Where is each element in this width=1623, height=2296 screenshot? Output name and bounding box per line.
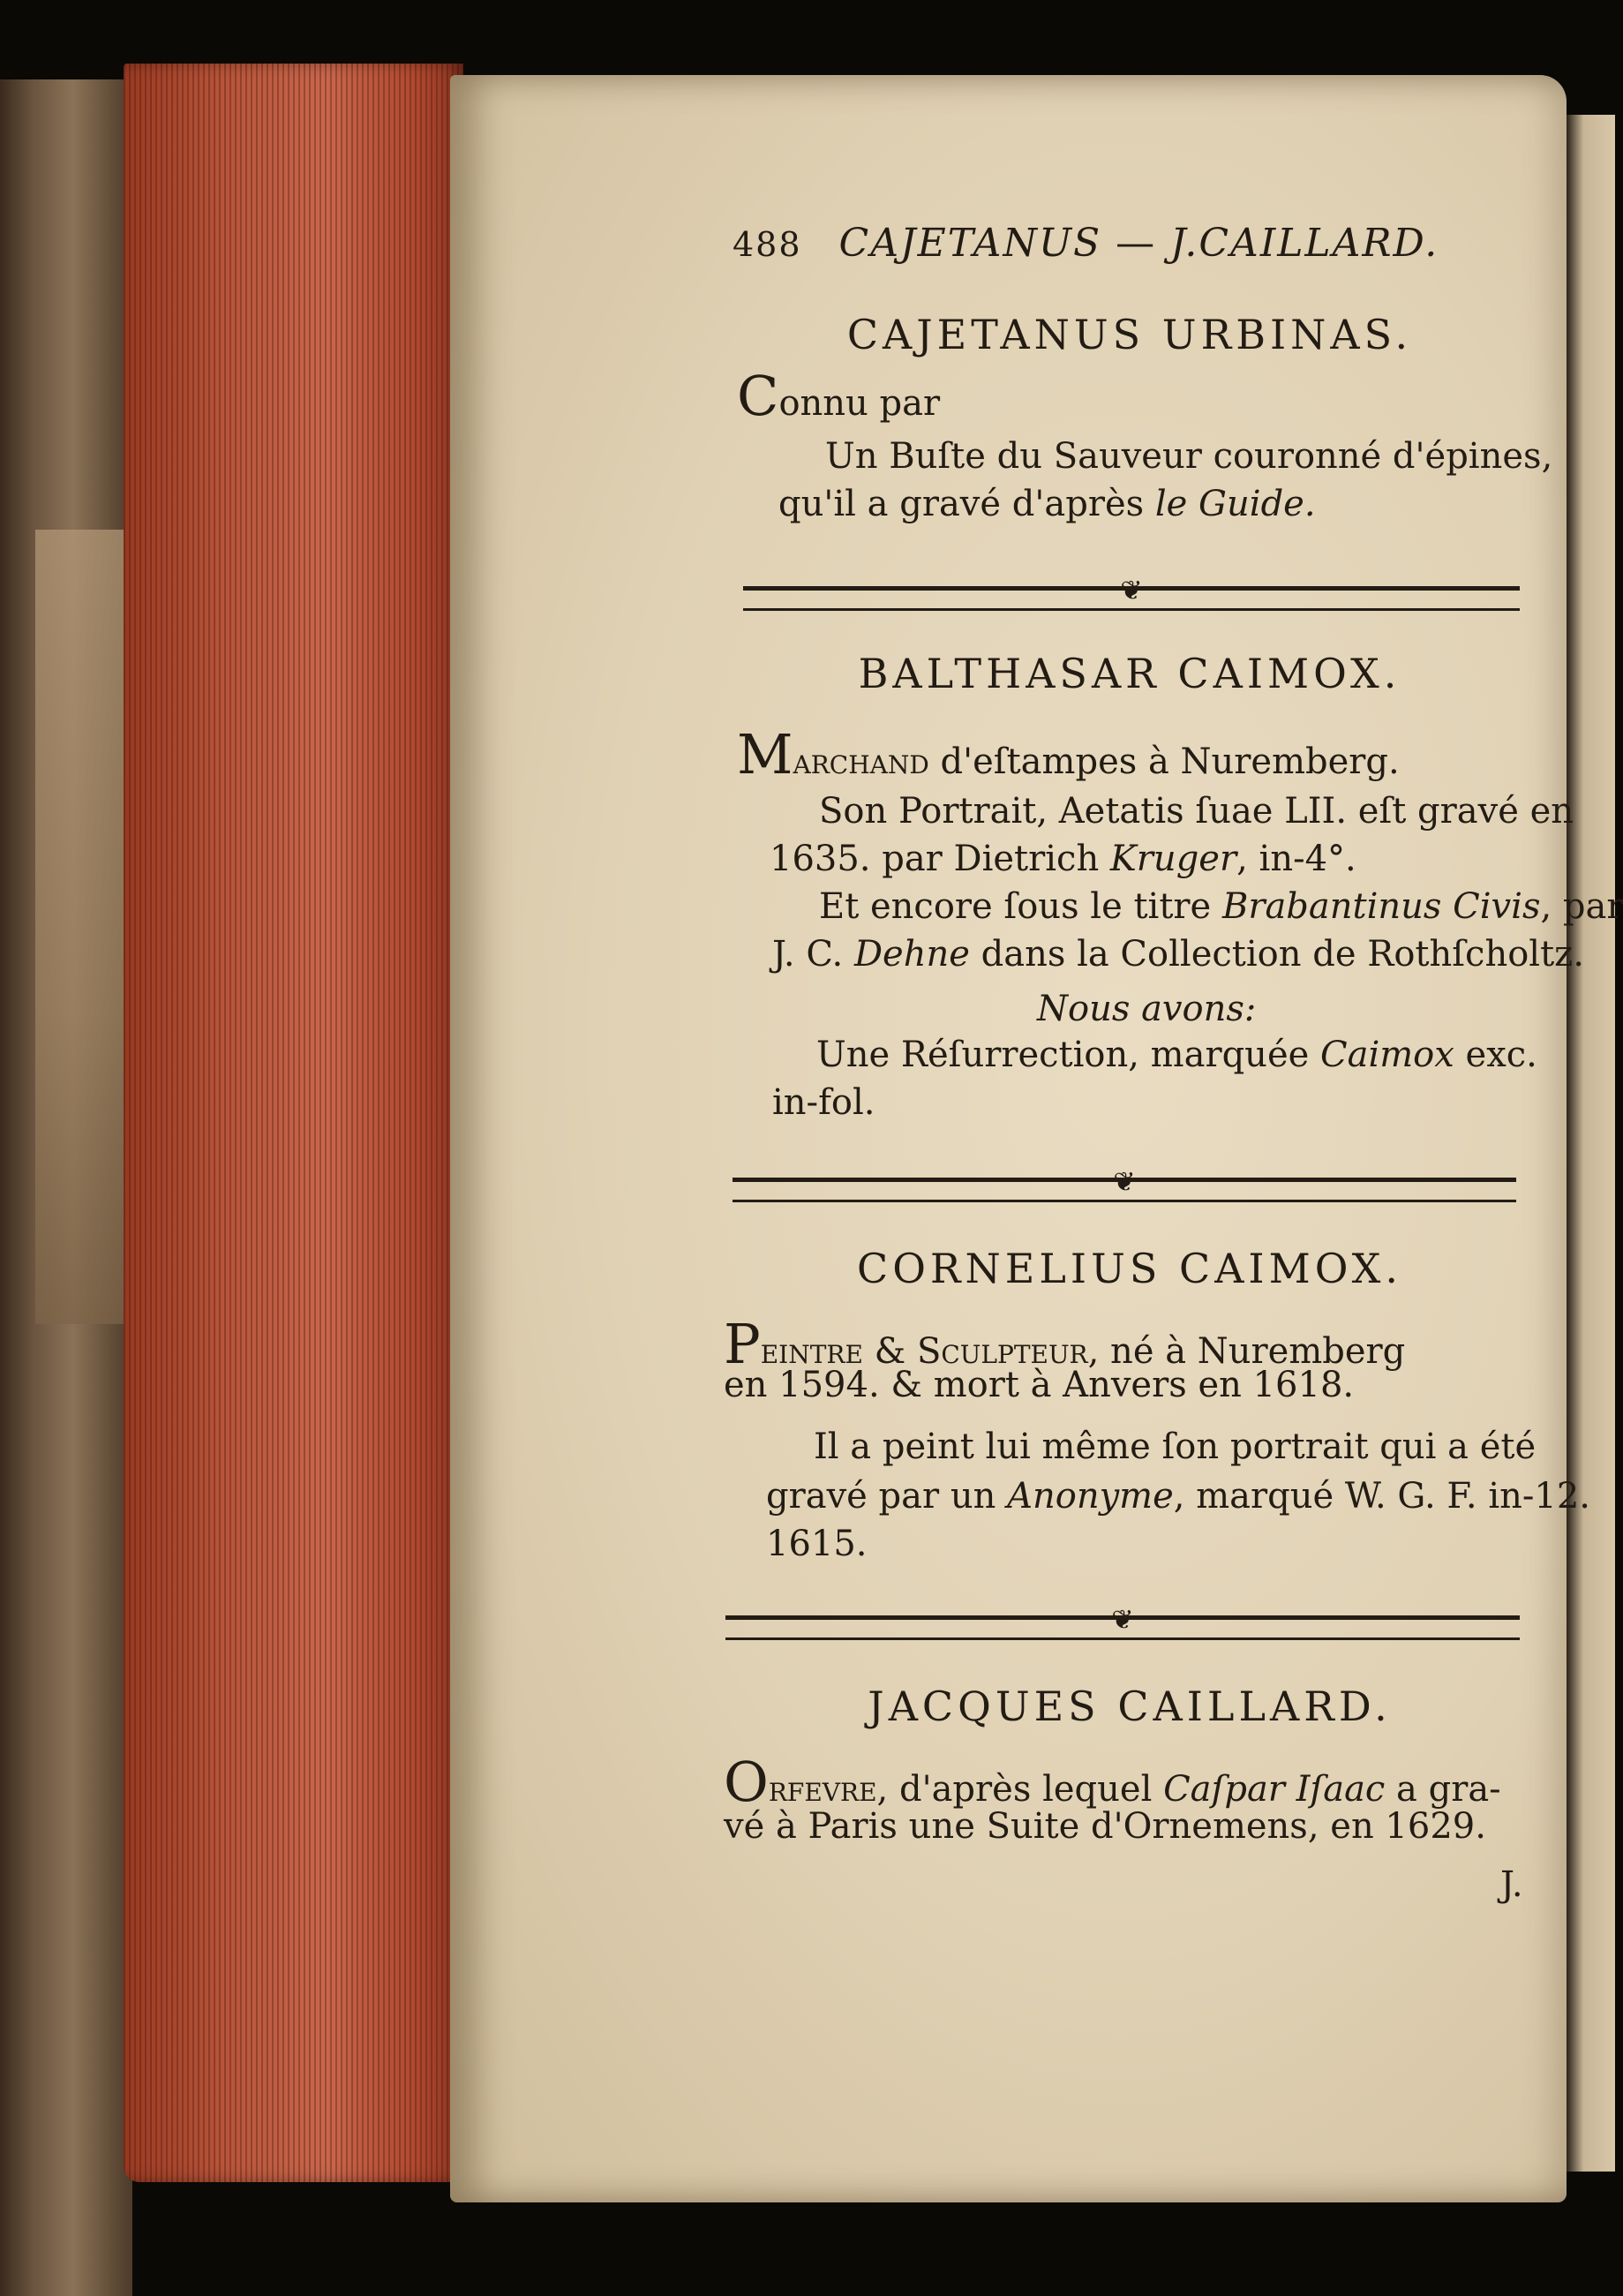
- flourish-ornament: ❦: [1120, 576, 1143, 606]
- entry-line: Son Portrait, Aetatis ſuae LII. eſt gravé en: [819, 791, 1574, 832]
- line-text: , d'après lequel: [876, 1769, 1164, 1810]
- line-text: Une Réſurrection, marquée: [816, 1035, 1320, 1075]
- running-title-dash: —: [1116, 221, 1157, 266]
- line-text: , par: [1540, 886, 1623, 927]
- entry-heading: JACQUES CAILLARD.: [868, 1682, 1392, 1730]
- catchword: J.: [1500, 1864, 1523, 1905]
- line-text: a gra-: [1385, 1769, 1501, 1810]
- entry-line: [778, 484, 1316, 524]
- ornamental-rule: [733, 1167, 1516, 1202]
- entry-line: [724, 1750, 1501, 1814]
- entry-line: [1037, 989, 1256, 1029]
- line-text: exc.: [1454, 1035, 1537, 1075]
- entry-line: [737, 722, 1400, 787]
- italic-text: Caſpar Iſaac: [1163, 1769, 1386, 1810]
- italic-text: Kruger: [1109, 839, 1237, 879]
- ornamental-rule: [743, 576, 1520, 611]
- italic-text: Nous avons:: [1037, 989, 1257, 1029]
- red-page-edges: [124, 64, 463, 2182]
- entry-line: in-fol.: [772, 1082, 875, 1123]
- small-caps-text: eintre: [760, 1331, 863, 1372]
- line-text: , né à Nuremberg: [1087, 1331, 1406, 1372]
- running-head: [733, 221, 1439, 266]
- entry-line: Un Buſte du Sauveur couronné d'épines,: [825, 436, 1553, 477]
- entry-line: 1615.: [766, 1524, 868, 1564]
- entry-heading: BALTHASAR CAIMOX.: [858, 650, 1401, 697]
- page-number: 488: [733, 225, 802, 264]
- flourish-ornament: ❦: [1111, 1605, 1134, 1636]
- small-caps-text: archand: [793, 741, 929, 782]
- flourish-ornament: ❦: [1113, 1167, 1136, 1198]
- entry-line: [816, 1035, 1537, 1075]
- entry-line: [819, 886, 1623, 927]
- entry-line: [737, 364, 940, 428]
- entry-line: Il a peint lui même ſon portrait qui a été: [814, 1427, 1537, 1467]
- running-title-right: J.CAILLARD.: [1170, 221, 1439, 266]
- entry-heading: CORNELIUS CAIMOX.: [857, 1245, 1402, 1292]
- cover-wear-patch: [35, 530, 132, 1324]
- drop-cap: P: [724, 1312, 761, 1376]
- ornamental-rule: [725, 1605, 1520, 1640]
- line-text: dans la Collection de Rothſcholtz.: [969, 934, 1584, 975]
- line-text: , in-4°.: [1236, 839, 1356, 879]
- line-text: J. C.: [772, 934, 854, 975]
- entry-line: [770, 839, 1356, 879]
- line-text: , marqué W. G. F. in-12.: [1173, 1476, 1591, 1517]
- entry-line: [766, 1476, 1590, 1517]
- drop-cap: M: [737, 722, 793, 787]
- italic-text: Caimox: [1320, 1035, 1454, 1075]
- small-caps-text: rfevre: [768, 1769, 877, 1810]
- entry-line: en 1594. & mort à Anvers en 1618.: [724, 1365, 1355, 1405]
- running-title-left: CAJETANUS: [838, 221, 1102, 266]
- entry-line: [772, 934, 1584, 975]
- drop-cap: C: [737, 364, 779, 428]
- line-text: 1635. par Dietrich: [770, 839, 1110, 879]
- page: [450, 75, 1567, 2202]
- line-text: gravé par un: [766, 1476, 1008, 1517]
- drop-cap: O: [724, 1750, 769, 1814]
- line-text: Et encore ſous le titre: [819, 886, 1222, 927]
- next-page-edge: [1567, 115, 1615, 2172]
- entry-line: vé à Paris une Suite d'Ornemens, en 1629.: [724, 1806, 1486, 1847]
- line-text: qu'il a gravé d'après: [778, 484, 1155, 524]
- small-caps-text: Sculpteur: [916, 1331, 1088, 1372]
- italic-text: Brabantinus Civis: [1221, 886, 1541, 927]
- italic-text: Anonyme: [1007, 1476, 1174, 1517]
- italic-text: Dehne: [853, 934, 970, 975]
- line-text: &: [862, 1331, 917, 1372]
- line-text: d'eſtampes à Nuremberg.: [928, 741, 1400, 782]
- italic-text: le Guide.: [1154, 484, 1316, 524]
- entry-heading: CAJETANUS URBINAS.: [846, 311, 1413, 358]
- line-text: onnu par: [778, 383, 941, 424]
